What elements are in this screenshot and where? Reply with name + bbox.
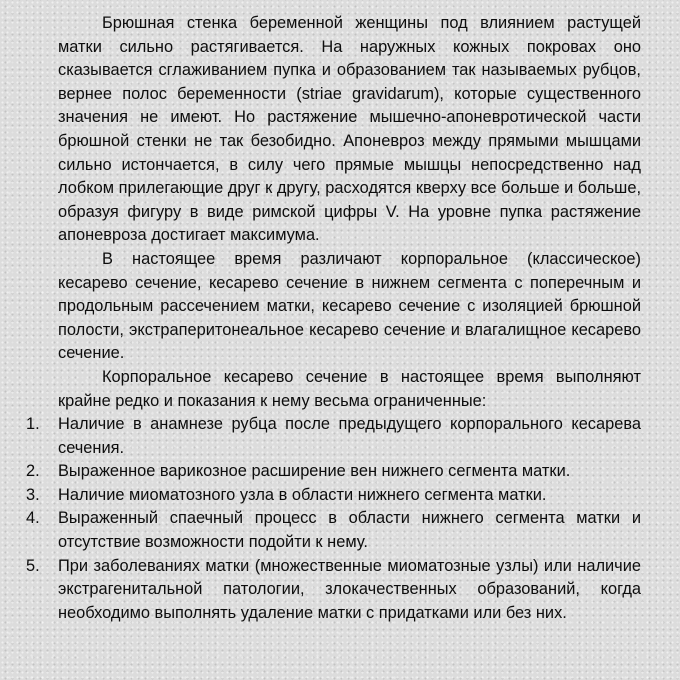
list-item-text: Выраженное варикозное расширение вен нижнего сегмента матки. [58,462,571,481]
paragraph-corporal-indications: Корпоральное кесарево сечение в настоящее время выполняют крайне редко и показания к нему весьма ограниченные: [58,367,641,410]
list-item-number: 1. [26,415,40,434]
list-item [26,413,641,460]
paragraph-abdominal-wall: Брюшная стенка беременной женщины под влиянием растущей матки сильно растягивается. На наружных кожных покровах оно сказывается сглаживанием пупка и образованием так называемых рубцов, вернее полос беременности (striae gravidarum), которые существенного значения не имеют. Но растяжение мышечно-апоневротической части брюшной стенки не так безобидно. Апоневроз между прямыми мышцами сильно истончается, в силу чего прямые мышцы непосредственно над лобком прилегающие друг к другу, расходятся кверху все больше и больше, образуя фигуру в виде римской цифры V. На уровне пупка растяжение апоневроза достигает максимума. [58,14,641,245]
list-item [26,507,641,554]
list-item [26,484,641,508]
list-item-number: 5. [26,556,40,575]
list-item-number: 2. [26,462,40,481]
list-item [26,555,641,626]
list-item-text: Выраженный спаечный процесс в области нижнего сегмента матки и отсутствие возможности подойти к нему. [58,509,641,552]
list-item-text: Наличие миоматозного узла в области нижнего сегмента матки. [58,485,547,504]
indications-list [26,413,641,625]
list-item-number: 4. [26,509,40,528]
document-body [26,12,641,625]
list-item-text: Наличие в анамнезе рубца после предыдущего корпорального кесарева сечения. [58,415,641,457]
list-item-number: 3. [26,485,40,504]
paragraph-cesarean-types: В настоящее время различают корпоральное (классическое) кесарево сечение, кесарево сечение в нижнем сегмента с поперечным и продольным рассечением матки, кесарево сечение с изоляцией брюшной полости, экстраперитонеальное кесарево сечение и влагалищное кесарево сечение. [58,249,641,363]
list-item-text: При заболеваниях матки (множественные миоматозные узлы) или наличие экстрагенитальной патологии, злокачественных образований, когда необходимо выполнять удаление матки с придатками или без них. [58,556,641,622]
list-item [26,460,641,484]
